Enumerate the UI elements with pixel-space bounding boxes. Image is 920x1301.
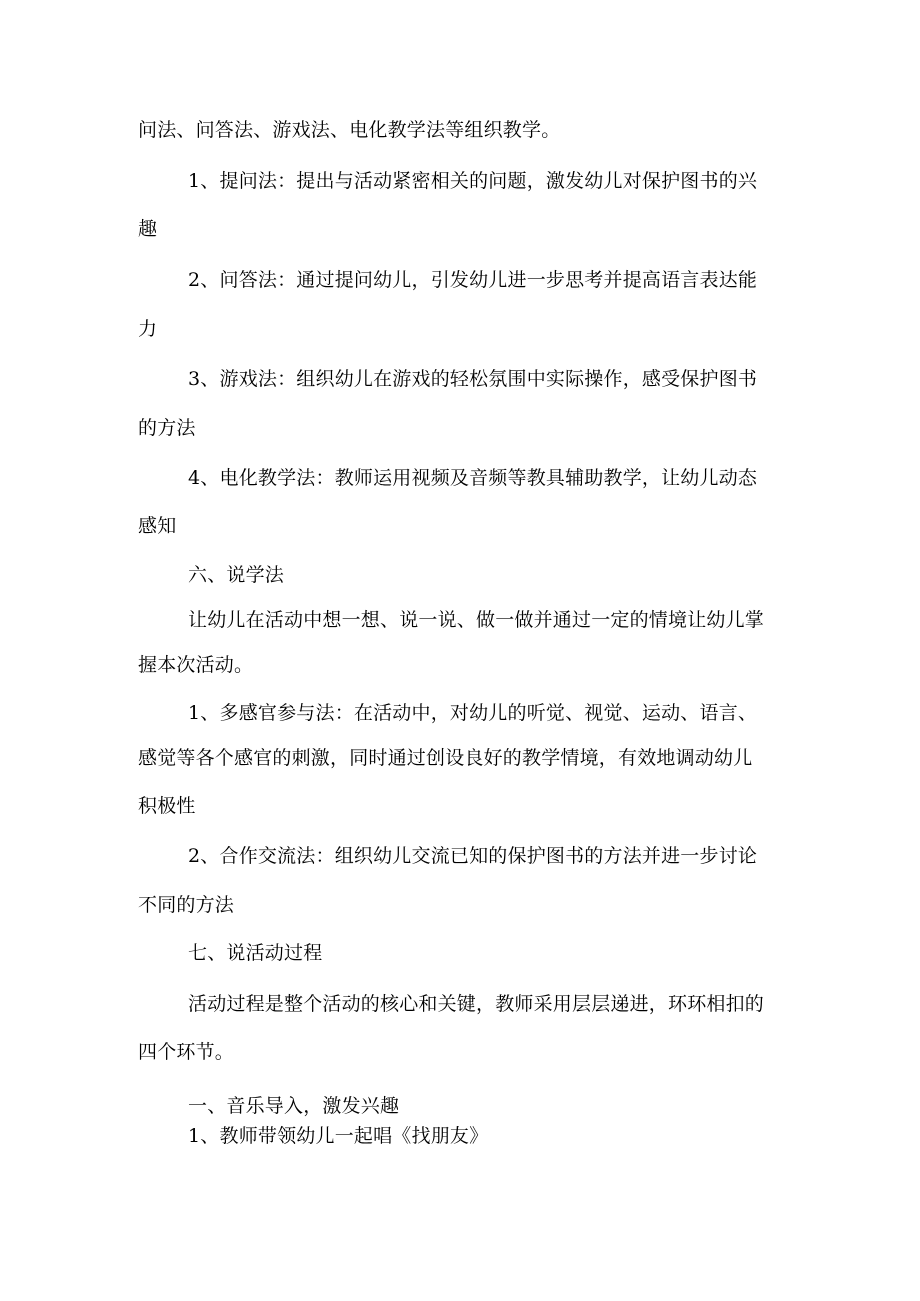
text-line: 2、问答法：通过提问幼儿，引发幼儿进一步思考并提高语言表达能 <box>188 269 758 291</box>
text-line: 2、合作交流法：组织幼儿交流已知的保护图书的方法并进一步讨论 <box>188 845 758 867</box>
section-heading: 一、音乐导入，激发兴趣 <box>188 1095 400 1117</box>
text-line: 活动过程是整个活动的核心和关键，教师采用层层递进，环环相扣的 <box>188 993 765 1015</box>
text-line: 感觉等各个感官的刺激，同时通过创设良好的教学情境，有效地调动幼儿 <box>138 747 753 769</box>
text-line: 趣 <box>138 218 158 240</box>
text-line: 3、游戏法：组织幼儿在游戏的轻松氛围中实际操作，感受保护图书 <box>188 368 758 390</box>
text-line: 积极性 <box>138 795 196 817</box>
text-line: 问法、问答法、游戏法、电化教学法等组织教学。 <box>138 119 561 141</box>
text-line: 1、教师带领幼儿一起唱《找朋友》 <box>188 1125 489 1147</box>
text-line: 力 <box>138 318 158 340</box>
text-line: 握本次活动。 <box>138 654 254 676</box>
section-heading: 六、说学法 <box>188 564 285 586</box>
text-line: 不同的方法 <box>138 894 235 916</box>
text-line: 1、多感官参与法：在活动中，对幼儿的听觉、视觉、运动、语言、 <box>188 702 758 724</box>
text-line: 四个环节。 <box>138 1041 235 1063</box>
section-heading: 七、说活动过程 <box>188 942 323 964</box>
text-line: 4、电化教学法：教师运用视频及音频等教具辅助教学，让幼儿动态 <box>188 467 758 489</box>
text-line: 1、提问法：提出与活动紧密相关的问题，激发幼儿对保护图书的兴 <box>188 170 758 192</box>
text-line: 的方法 <box>138 417 196 439</box>
text-line: 感知 <box>138 515 177 537</box>
text-line: 让幼儿在活动中想一想、说一说、做一做并通过一定的情境让幼儿掌 <box>188 609 765 631</box>
